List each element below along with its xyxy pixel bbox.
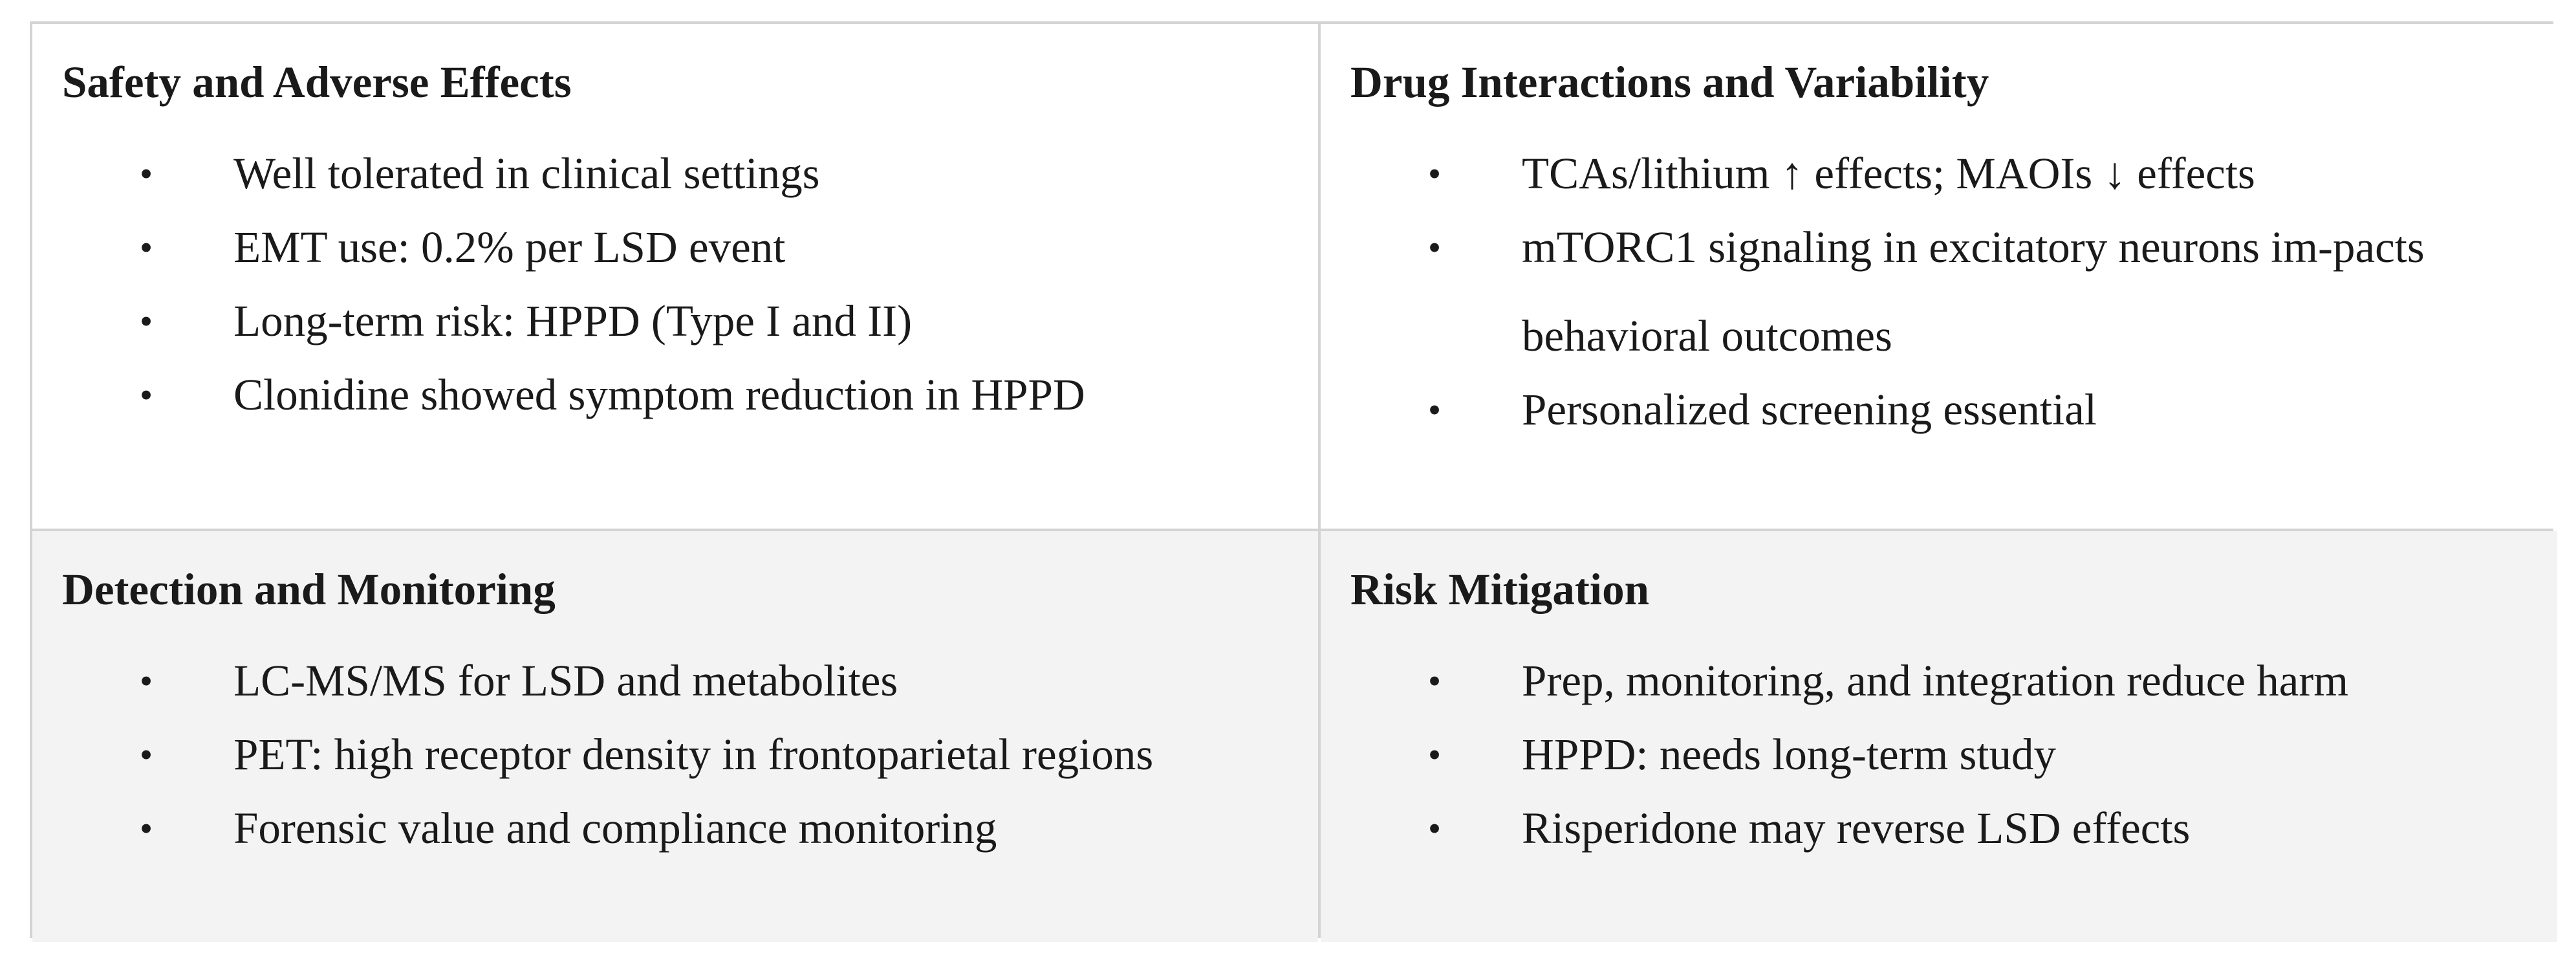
- list-item-text: Well tolerated in clinical settings: [233, 149, 820, 198]
- list-item: [1350, 203, 2557, 390]
- cell-title: Drug Interactions and Variability: [1350, 58, 1989, 107]
- bullet-list: [1350, 129, 2557, 464]
- cell-risk-mitigation: [1321, 531, 2557, 942]
- bullet-icon: •: [139, 153, 153, 195]
- bullet-icon: •: [139, 226, 153, 268]
- list-item: [1350, 784, 2557, 882]
- list-item-text: HPPD: needs long-term study: [1522, 730, 2057, 779]
- list-item: [62, 351, 1318, 449]
- bullet-list: [1350, 637, 2557, 882]
- bullet-icon: •: [1427, 734, 1442, 776]
- list-item-text: mTORC1 signaling in excitatory neurons im-pacts behavioral outcomes: [1522, 223, 2425, 360]
- list-item-text: TCAs/lithium ↑ effects; MAOIs ↓ effects: [1522, 149, 2255, 198]
- list-item-text: PET: high receptor density in frontoparietal regions: [233, 730, 1154, 779]
- list-item-text: Forensic value and compliance monitoring: [233, 804, 997, 853]
- bullet-icon: •: [1427, 226, 1442, 268]
- list-item-text: LC-MS/MS for LSD and metabolites: [233, 656, 898, 705]
- list-item-text: Prep, monitoring, and integration reduce harm: [1522, 656, 2349, 705]
- bullet-icon: •: [1427, 389, 1442, 431]
- cell-title: Detection and Monitoring: [62, 565, 556, 614]
- bullet-icon: •: [139, 734, 153, 776]
- summary-table: [30, 21, 2553, 938]
- bullet-icon: •: [139, 660, 153, 702]
- list-item: [1350, 366, 2557, 464]
- list-item-text: Long-term risk: HPPD (Type I and II): [233, 296, 913, 345]
- list-item-text: Risperidone may reverse LSD effects: [1522, 804, 2191, 853]
- bullet-icon: •: [139, 374, 153, 416]
- cell-safety-adverse-effects: [32, 24, 1318, 529]
- bullet-icon: •: [139, 300, 153, 342]
- cell-detection-monitoring: [32, 531, 1318, 942]
- bullet-icon: •: [1427, 153, 1442, 195]
- bullet-icon: •: [1427, 660, 1442, 702]
- bullet-icon: •: [1427, 807, 1442, 849]
- list-item: [62, 784, 1318, 882]
- cell-title: Safety and Adverse Effects: [62, 58, 572, 107]
- bullet-icon: •: [139, 807, 153, 849]
- cell-drug-interactions: [1321, 24, 2557, 529]
- cell-title: Risk Mitigation: [1350, 565, 1649, 614]
- bullet-list: [62, 637, 1318, 882]
- list-item-text: Personalized screening essential: [1522, 385, 2097, 434]
- list-item-text: EMT use: 0.2% per LSD event: [233, 223, 786, 272]
- bullet-list: [62, 129, 1318, 449]
- list-item-text: Clonidine showed symptom reduction in HPPD: [233, 370, 1085, 419]
